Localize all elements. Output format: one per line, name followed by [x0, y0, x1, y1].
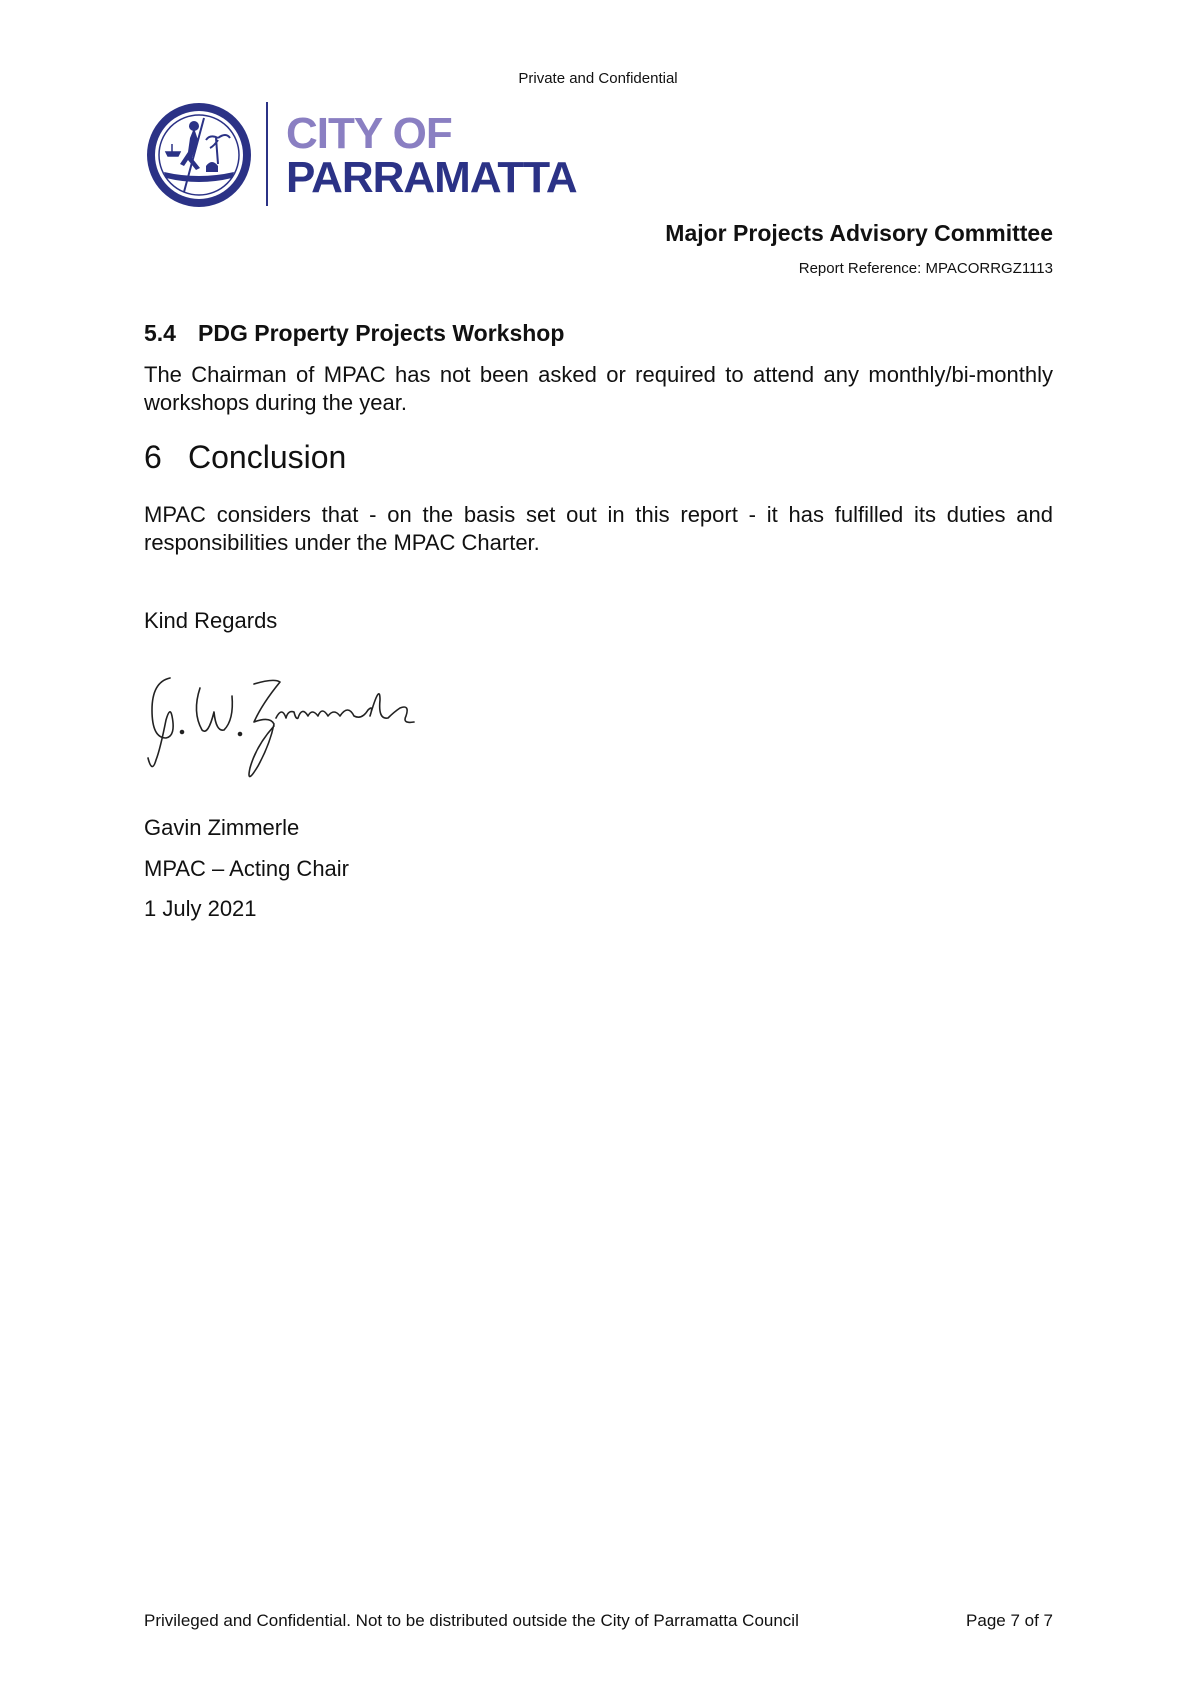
signatory-name: Gavin Zimmerle: [144, 815, 300, 840]
city-logo: [144, 100, 577, 210]
logo-line-2: PARRAMATTA: [286, 153, 577, 202]
section-6-body: MPAC considers that - on the basis set out in this report - it has fulfilled its duties and responsibilities under the MPAC Charter.: [144, 502, 1053, 555]
letter-date: 1 July 2021: [144, 896, 257, 921]
logo-divider: [266, 102, 268, 206]
report-reference: Report Reference: MPACORRGZ1113: [798, 260, 1053, 277]
section-number: 6: [144, 439, 162, 475]
section-title: Conclusion: [188, 439, 347, 475]
logo-line-1: CITY OF: [286, 109, 452, 158]
section-5-4-heading: [144, 320, 564, 347]
section-number: 5.4: [144, 320, 176, 346]
section-title: PDG Property Projects Workshop: [198, 320, 565, 346]
city-emblem-icon: [144, 100, 254, 210]
signatory-role: MPAC – Acting Chair: [144, 856, 350, 881]
section-5-4-body: The Chairman of MPAC has not been asked or required to attend any monthly/bi-monthly workshops during the year.: [144, 362, 1053, 415]
committee-title: Major Projects Advisory Committee: [665, 220, 1053, 246]
greeting: Kind Regards: [144, 608, 278, 633]
page-number: Page 7 of 7: [966, 1611, 1053, 1630]
confidential-header: Private and Confidential: [518, 70, 678, 87]
footer-notice: Privileged and Confidential. Not to be distributed outside the City of Parramatta Council: [144, 1611, 799, 1630]
section-6-heading: [144, 439, 346, 476]
signature-image: [142, 660, 462, 800]
